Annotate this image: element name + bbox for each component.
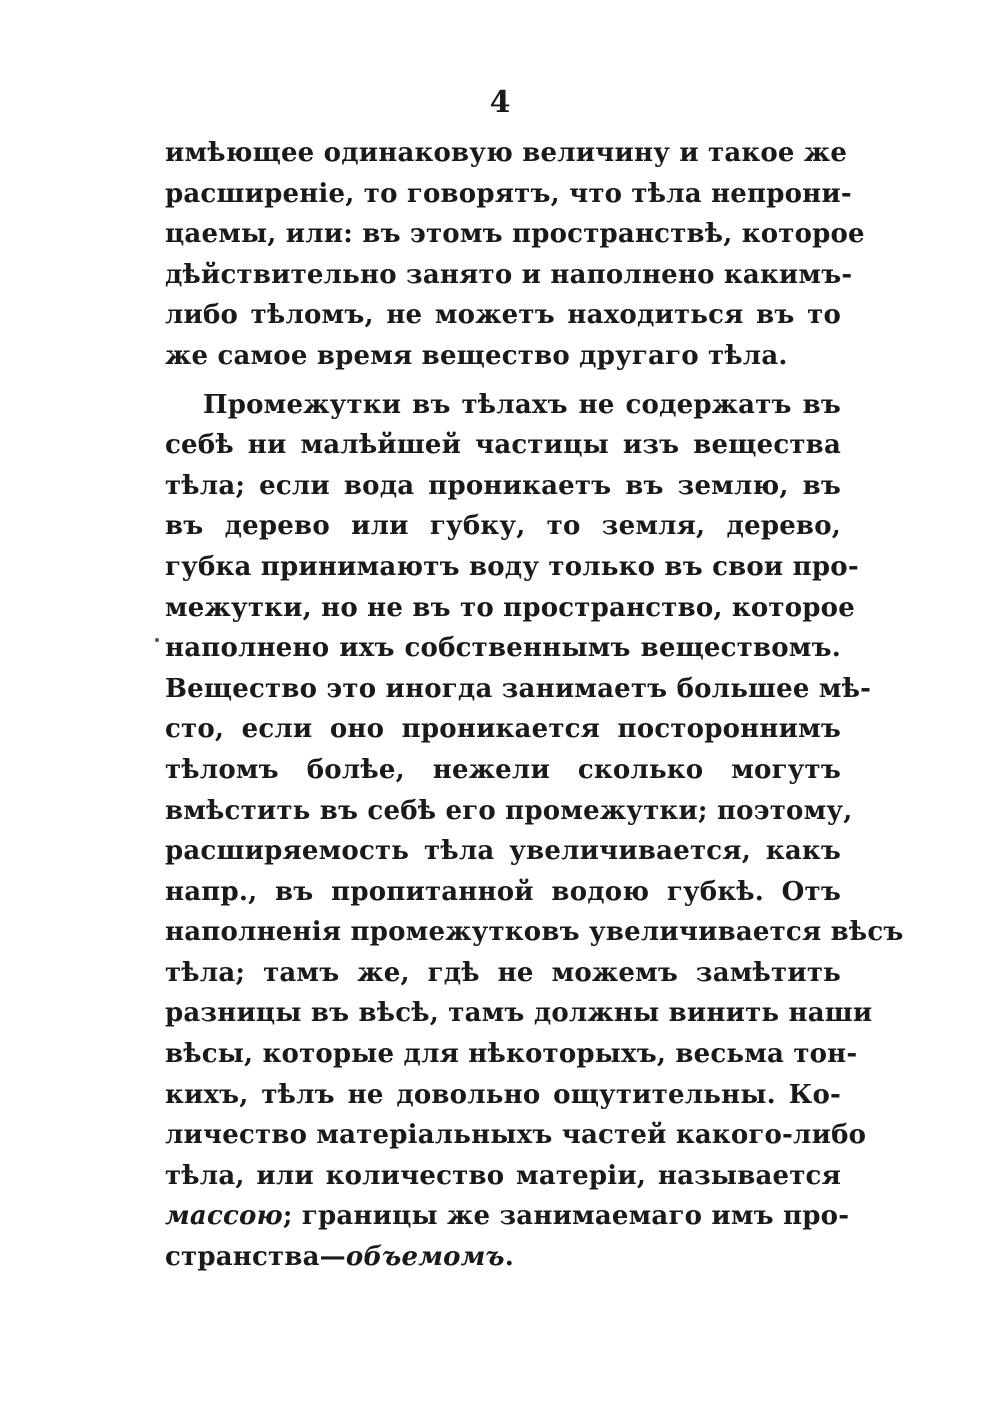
text-line: наполнено ихъ собственнымъ веществомъ.: [165, 633, 841, 664]
paragraph-gap: [165, 377, 841, 385]
text-line: сто, если оно проникается постороннимъ: [165, 714, 841, 745]
text-line: въ дерево или губку, то земля, дерево,: [165, 511, 841, 542]
text-line: расширеніе, то говорятъ, что тѣла непрони-: [165, 178, 852, 209]
text-line: же самое время вещество другаго тѣла.: [165, 340, 788, 371]
text-line: губка принимаютъ воду только въ свои про-: [165, 551, 859, 582]
text-line: либо тѣломъ, не можетъ находиться въ то: [165, 300, 841, 331]
text-line: тѣла, или количество матеріи, называется: [165, 1160, 841, 1191]
margin-mark: [155, 638, 159, 642]
text-line: напр., въ пропитанной водою губкѣ. Отъ: [165, 876, 841, 907]
text-line: разницы въ вѣсѣ, тамъ должны винить наши: [165, 998, 873, 1029]
text-line: наполненія промежутковъ увеличивается вѣсъ: [165, 917, 904, 948]
text-line: тѣломъ болѣе, нежели сколько могутъ: [165, 754, 841, 785]
text-line: расширяемость тѣла увеличивается, какъ: [165, 836, 841, 867]
text-line: [165, 1196, 850, 1237]
text-line: цаемы, или: въ этомъ пространствѣ, которое: [165, 219, 865, 250]
italic-term-obem: объемомъ: [345, 1242, 505, 1273]
text-line: кихъ, тѣлъ не довольно ощутительны. Ко-: [165, 1079, 841, 1110]
italic-term-massa: массою: [165, 1201, 283, 1232]
text-line: Вещество это иногда занимаетъ большее мѣ-: [165, 673, 872, 704]
text-line: себѣ ни малѣйшей частицы изъ вещества: [165, 430, 841, 461]
text-line: вѣсы, которые для нѣкоторыхъ, весьма тон-: [165, 1039, 858, 1070]
text-line: межутки, но не въ то пространство, которое: [165, 592, 855, 623]
text-line: тѣла; если вода проникаетъ въ землю, въ: [165, 470, 841, 501]
text-line: вмѣстить въ себѣ его промежутки; поэтому,: [165, 795, 853, 826]
text-line: тѣла; тамъ же, гдѣ не можемъ замѣтить: [165, 957, 841, 988]
text-line: имѣющее одинаковую величину и такое же: [165, 138, 848, 168]
body-text: [165, 133, 904, 1278]
text-line: дѣйствительно занято и наполнено какимъ-: [165, 259, 853, 290]
text-segment: странства—: [165, 1242, 346, 1273]
text-line: личество матеріальныхъ частей какого-либо: [165, 1120, 867, 1151]
text-line: Промежутки въ тѣлахъ не содержатъ въ: [203, 389, 841, 420]
page-number: 4: [489, 85, 511, 120]
text-line: [165, 1237, 841, 1278]
text-segment: .: [504, 1242, 514, 1273]
text-segment: ; границы же занимаемаго имъ про-: [282, 1201, 850, 1232]
